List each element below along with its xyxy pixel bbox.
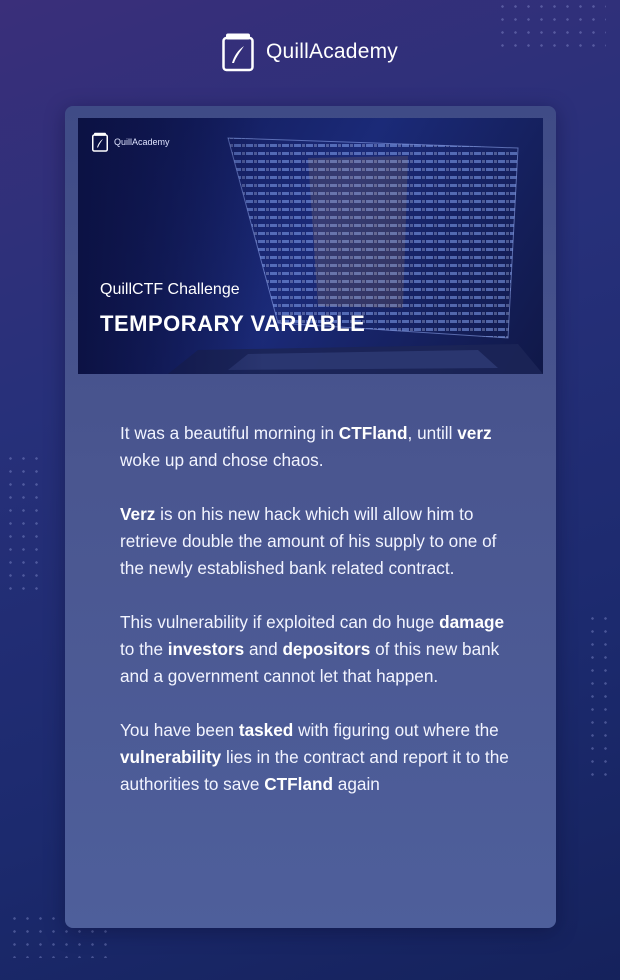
story-text: of this new bank and a government cannot let that happen. [120,639,500,686]
challenge-story [120,420,510,825]
decorative-dot-grid [586,612,616,782]
story-text: woke up and chose chaos. [120,450,324,470]
story-paragraph [120,609,510,690]
emphasis-text: vulnerability [120,747,222,767]
story-paragraph [120,420,510,474]
emphasis-text: CTFland [264,774,334,794]
decorative-dot-grid [4,452,48,590]
banner-subtitle: QuillCTF Challenge [100,281,240,298]
story-text: is on his new hack which will allow him to retrieve double the amount of his supply to one of the newly established bank related contract. [120,504,497,578]
story-text: You have been [120,720,239,740]
story-text: again [333,774,380,794]
brand-header [0,32,620,72]
story-paragraph [120,501,510,582]
challenge-banner [78,118,543,374]
emphasis-text: damage [439,612,505,632]
story-text: to the [120,639,168,659]
story-text: , untill [407,423,458,443]
banner-brand [92,132,170,152]
story-text: with figuring out where the [293,720,499,740]
story-text: This vulnerability if exploited can do huge [120,612,440,632]
banner-brand-name: QuillAcademy [114,137,170,147]
banner-title: TEMPORARY VARIABLE [100,311,366,336]
quill-book-icon [92,132,108,152]
brand-name: QuillAcademy [266,40,398,63]
emphasis-text: CTFland [338,423,408,443]
story-paragraph [120,717,510,798]
emphasis-text: tasked [238,720,294,740]
story-text: lies in the contract and report it to the authorities to save [120,747,509,794]
emphasis-text: depositors [282,639,371,659]
emphasis-text: Verz [120,504,156,524]
challenge-card [65,106,556,928]
quill-book-icon [222,32,254,72]
story-text: and [244,639,283,659]
story-text: It was a beautiful morning in [120,423,339,443]
emphasis-text: verz [457,423,492,443]
emphasis-text: investors [167,639,245,659]
